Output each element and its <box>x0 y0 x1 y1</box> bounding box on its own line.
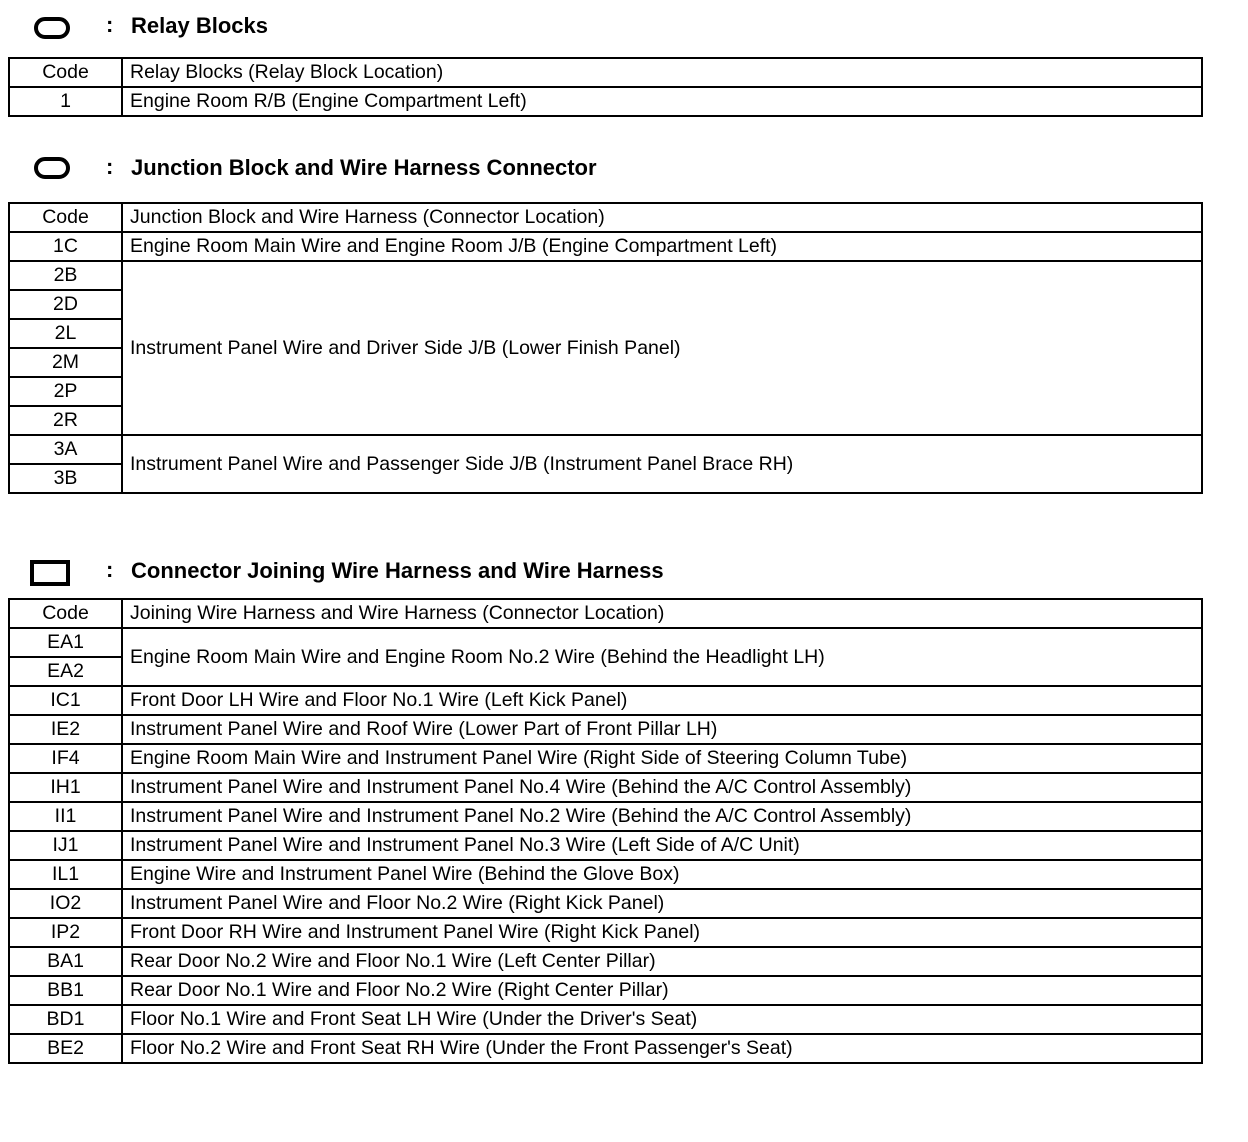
table-row <box>9 435 1202 464</box>
location-cell: Rear Door No.1 Wire and Floor No.2 Wire (Right Center Pillar) <box>122 976 1202 1005</box>
location-cell: Instrument Panel Wire and Driver Side J/B (Lower Finish Panel) <box>122 261 1202 435</box>
location-cell: Instrument Panel Wire and Passenger Side J/B (Instrument Panel Brace RH) <box>122 435 1202 493</box>
table-row <box>9 918 1202 947</box>
location-cell: Front Door RH Wire and Instrument Panel Wire (Right Kick Panel) <box>122 918 1202 947</box>
section-title: Relay Blocks <box>131 13 268 38</box>
table-row <box>9 860 1202 889</box>
code-cell: 2P <box>9 377 122 406</box>
code-cell: IP2 <box>9 918 122 947</box>
table-row <box>9 686 1202 715</box>
table-row <box>9 831 1202 860</box>
code-cell: BB1 <box>9 976 122 1005</box>
table-row <box>9 773 1202 802</box>
location-column-header: Relay Blocks (Relay Block Location) <box>122 58 1202 87</box>
table-row <box>9 261 1202 290</box>
table-row <box>9 802 1202 831</box>
table-row <box>9 976 1202 1005</box>
connector-table <box>8 598 1203 1064</box>
location-cell: Engine Room Main Wire and Engine Room No.2 Wire (Behind the Headlight LH) <box>122 628 1202 686</box>
code-cell: 2R <box>9 406 122 435</box>
location-cell: Instrument Panel Wire and Instrument Panel No.3 Wire (Left Side of A/C Unit) <box>122 831 1202 860</box>
location-cell: Engine Room Main Wire and Engine Room J/B (Engine Compartment Left) <box>122 232 1202 261</box>
code-column-header: Code <box>9 599 122 628</box>
location-cell: Floor No.2 Wire and Front Seat RH Wire (Under the Front Passenger's Seat) <box>122 1034 1202 1063</box>
table-row <box>9 715 1202 744</box>
code-cell: IH1 <box>9 773 122 802</box>
code-cell: IF4 <box>9 744 122 773</box>
section-title: Junction Block and Wire Harness Connector <box>131 155 597 180</box>
code-cell: IL1 <box>9 860 122 889</box>
section-junction-block-heading <box>0 150 1248 190</box>
table-row <box>9 628 1202 657</box>
code-cell: BA1 <box>9 947 122 976</box>
table-header-row <box>9 599 1202 628</box>
location-cell: Instrument Panel Wire and Instrument Panel No.4 Wire (Behind the A/C Control Assembly) <box>122 773 1202 802</box>
code-cell: IE2 <box>9 715 122 744</box>
code-cell: IC1 <box>9 686 122 715</box>
location-cell: Engine Room R/B (Engine Compartment Left) <box>122 87 1202 116</box>
relay-blocks-table <box>8 57 1203 117</box>
code-cell: BD1 <box>9 1005 122 1034</box>
rounded-rectangle-symbol-icon <box>34 157 70 179</box>
section-relay-blocks-heading <box>0 8 1248 48</box>
location-cell: Engine Wire and Instrument Panel Wire (Behind the Glove Box) <box>122 860 1202 889</box>
rectangle-symbol-icon <box>30 560 70 586</box>
code-cell: EA1 <box>9 628 122 657</box>
code-cell: II1 <box>9 802 122 831</box>
code-cell: BE2 <box>9 1034 122 1063</box>
code-cell: 1C <box>9 232 122 261</box>
table-header-row <box>9 58 1202 87</box>
code-cell: IJ1 <box>9 831 122 860</box>
location-cell: Instrument Panel Wire and Floor No.2 Wire (Right Kick Panel) <box>122 889 1202 918</box>
table-row <box>9 744 1202 773</box>
table-row <box>9 232 1202 261</box>
location-cell: Instrument Panel Wire and Instrument Panel No.2 Wire (Behind the A/C Control Assembly) <box>122 802 1202 831</box>
code-column-header: Code <box>9 58 122 87</box>
location-cell: Floor No.1 Wire and Front Seat LH Wire (Under the Driver's Seat) <box>122 1005 1202 1034</box>
code-cell: 2B <box>9 261 122 290</box>
code-cell: 2D <box>9 290 122 319</box>
code-cell: 3B <box>9 464 122 493</box>
code-cell: 3A <box>9 435 122 464</box>
junction-block-table <box>8 202 1203 494</box>
section-title: Connector Joining Wire Harness and Wire Harness <box>131 558 664 583</box>
table-row <box>9 889 1202 918</box>
location-column-header: Joining Wire Harness and Wire Harness (Connector Location) <box>122 599 1202 628</box>
location-cell: Engine Room Main Wire and Instrument Panel Wire (Right Side of Steering Column Tube) <box>122 744 1202 773</box>
location-column-header: Junction Block and Wire Harness (Connector Location) <box>122 203 1202 232</box>
code-cell: IO2 <box>9 889 122 918</box>
table-row <box>9 947 1202 976</box>
table-row <box>9 1005 1202 1034</box>
location-cell: Front Door LH Wire and Floor No.1 Wire (Left Kick Panel) <box>122 686 1202 715</box>
heading-colon: : <box>106 557 114 582</box>
location-cell: Instrument Panel Wire and Roof Wire (Lower Part of Front Pillar LH) <box>122 715 1202 744</box>
table-row <box>9 1034 1202 1063</box>
table-row <box>9 87 1202 116</box>
code-column-header: Code <box>9 203 122 232</box>
heading-colon: : <box>106 12 114 37</box>
code-cell: 2L <box>9 319 122 348</box>
location-cell: Rear Door No.2 Wire and Floor No.1 Wire (Left Center Pillar) <box>122 947 1202 976</box>
rounded-rectangle-symbol-icon <box>34 17 70 39</box>
table-header-row <box>9 203 1202 232</box>
code-cell: 1 <box>9 87 122 116</box>
heading-colon: : <box>106 154 114 179</box>
section-connector-heading <box>0 553 1248 593</box>
code-cell: 2M <box>9 348 122 377</box>
code-cell: EA2 <box>9 657 122 686</box>
